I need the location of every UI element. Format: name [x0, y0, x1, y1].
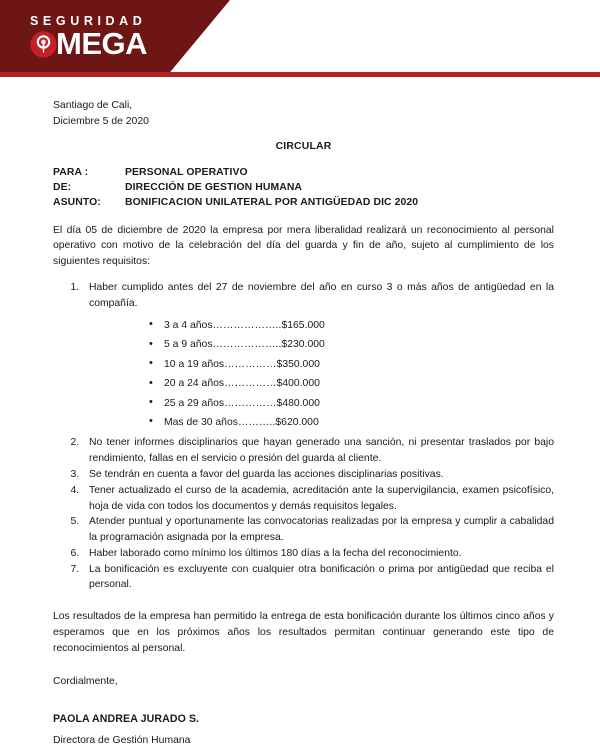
- list-item: [149, 394, 554, 413]
- signer-name: PAOLA ANDREA JURADO S.: [53, 713, 200, 726]
- requirement-item: 6. Haber laborado como mínimo los últimos 180 días a la fecha del reconocimiento.: [82, 546, 554, 562]
- location-pin-icon: [30, 31, 57, 58]
- list-item: [149, 413, 554, 432]
- requirement-item: 3. Se tendrán en cuenta a favor del guarda las acciones disciplinarias positivas.: [82, 467, 554, 483]
- amount-range: 20 a 24 años: [164, 378, 225, 390]
- address-value-de: DIRECCIÓN DE GESTION HUMANA: [125, 181, 303, 193]
- amount-value: $350.000: [276, 358, 320, 370]
- amount-range: 3 a 4 años: [164, 319, 213, 331]
- requirement-item: 7. La bonificación es excluyente con cualquier otra bonificación o prima por antigüedad que reciba el personal.: [82, 562, 554, 594]
- address-label-para: PARA :: [53, 166, 89, 178]
- amount-range: Mas de 30 años: [164, 416, 238, 428]
- amount-dots: ……………: [224, 378, 277, 390]
- amount-value: $480.000: [276, 397, 320, 409]
- logo-top-word: SEGURIDAD: [30, 14, 147, 28]
- cordially-line: Cordialmente,: [53, 675, 118, 687]
- amount-value: $400.000: [276, 378, 320, 390]
- requirements-list-continued: [53, 435, 554, 593]
- requirement-item: 2. No tener informes disciplinarios que hayan generado una sanción, ni presentar traslados por bajo rendimiento, fallas en el servicio o presión del guarda al cliente.: [82, 435, 554, 467]
- requirement-item: 5. Atender puntual y oportunamente las convocatorias realizadas por la empresa y cumplir a cabalidad la programación asignada por la empresa.: [82, 514, 554, 546]
- requirement-item: 4. Tener actualizado el curso de la academia, acreditación ante la supervigilancia, examen psicofísico, hoja de vida con todos los documentos y demás requisitos legales.: [82, 483, 554, 515]
- header-red-rule: [0, 72, 600, 77]
- page-header: [0, 0, 600, 80]
- list-item: [149, 355, 554, 374]
- closing-paragraph: Los resultados de la empresa han permitido la entrega de esta bonificación durante los últimos cinco años y esperamos que en los próximos años los resultados permitan continuar generando este tipo de reconocimientos al personal.: [53, 611, 554, 654]
- address-block: [53, 165, 554, 210]
- address-value-para: PERSONAL OPERATIVO: [125, 166, 248, 178]
- amount-dots: ………………..: [212, 319, 282, 331]
- list-item: [149, 316, 554, 335]
- address-label-asunto: ASUNTO:: [53, 196, 101, 208]
- amount-value: $620.000: [275, 416, 319, 428]
- company-logo: [30, 14, 190, 59]
- address-label-de: DE:: [53, 181, 72, 193]
- intro-paragraph: El día 05 de diciembre de 2020 la empresa por mera liberalidad realizará un reconocimiento al personal operativo con motivo de la celebración del día del guarda y fin de año, sujeto al cumplimiento de los siguientes requisitos:: [53, 224, 554, 268]
- logo-bottom-word: MEGA: [56, 26, 147, 61]
- requirement-item: 1. Haber cumplido antes del 27 de noviembre del año en curso 3 o más años de antigüedad en la compañía.: [82, 280, 554, 312]
- amount-dots: ………………..: [212, 339, 282, 351]
- requirements-list: [53, 280, 554, 312]
- list-item: [149, 335, 554, 354]
- address-row-de: [53, 180, 554, 195]
- place-line: Santiago de Cali,: [53, 100, 133, 111]
- amount-dots: ……………: [224, 397, 277, 409]
- date-line: Diciembre 5 de 2020: [53, 115, 149, 127]
- address-row-asunto: [53, 195, 554, 210]
- document-body: [0, 80, 600, 748]
- address-row-para: [53, 165, 554, 180]
- signer-title: Directora de Gestión Humana: [53, 734, 191, 746]
- seniority-amounts-list: [53, 316, 554, 432]
- amount-dots: ………..: [237, 416, 276, 428]
- document-title: CIRCULAR: [275, 141, 332, 152]
- amount-dots: ……………: [224, 358, 277, 370]
- logo-bottom-row: [30, 26, 190, 61]
- address-value-asunto: BONIFICACION UNILATERAL POR ANTIGÜEDAD DIC 2020: [125, 196, 419, 208]
- amount-range: 25 a 29 años: [164, 397, 225, 409]
- amount-value: $165.000: [281, 319, 325, 331]
- list-item: [149, 374, 554, 393]
- place-and-date: [53, 98, 554, 129]
- amount-value: $230.000: [281, 339, 325, 351]
- amount-range: 5 a 9 años: [164, 339, 213, 351]
- amount-range: 10 a 19 años: [164, 358, 225, 370]
